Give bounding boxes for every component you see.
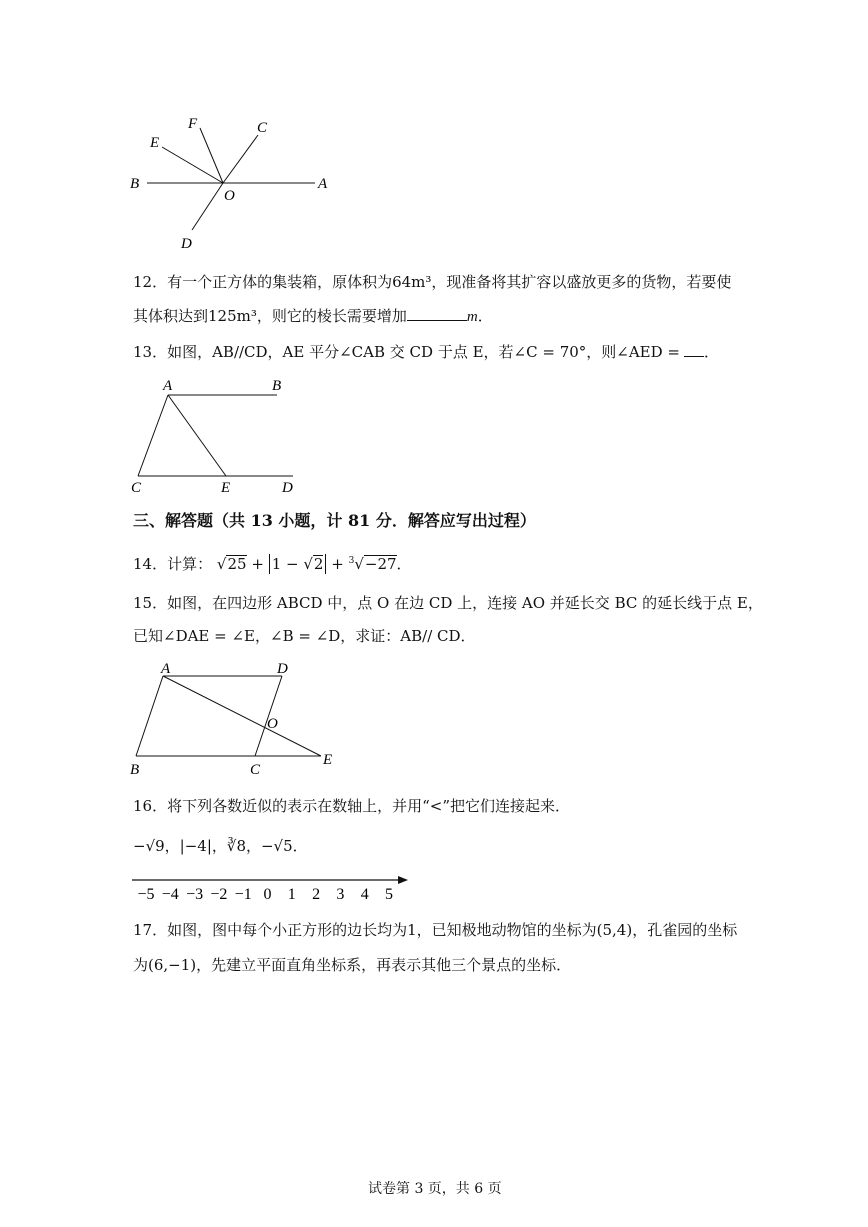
q17-number: 17． — [133, 921, 168, 939]
label-d: D — [277, 661, 288, 677]
q13-line — [133, 342, 719, 362]
section-heading: 三、解答题（共 13 小题，计 81 分．解答应写出过程） — [133, 511, 536, 530]
ray-oc — [223, 135, 258, 183]
ray-oe — [162, 147, 223, 183]
page-footer: 试卷第 3 页，共 6 页 — [368, 1181, 502, 1197]
tick-label: −2 — [210, 886, 228, 903]
ray-od — [192, 183, 223, 230]
q15-line2: 已知∠DAE = ∠E，∠B = ∠D，求证：AB// CD． — [133, 627, 476, 645]
label-c: C — [250, 762, 261, 778]
label-d: D — [282, 480, 293, 495]
label-o: O — [224, 188, 235, 204]
q17-line1 — [133, 920, 737, 940]
tick-label: 0 — [263, 886, 272, 903]
q15-number: 15． — [133, 594, 168, 612]
label-e: E — [221, 480, 231, 495]
label-c: C — [257, 120, 268, 136]
q13-period: ． — [704, 343, 720, 361]
q16-numbers: −√9，|−4|，∛8，−√5． — [133, 837, 308, 855]
tick-group — [137, 886, 393, 903]
q12-text-line1: 有一个正方体的集装箱，原体积为64m³，现准备将其扩容以盛放更多的货物，若要使 — [167, 273, 732, 291]
q13-number: 13． — [133, 343, 168, 361]
q14-period: ． — [396, 555, 412, 573]
label-b: B — [130, 176, 140, 192]
label-e: E — [150, 135, 160, 151]
number-line — [128, 868, 418, 908]
figure-q13 — [125, 375, 305, 495]
tick-label: 3 — [336, 886, 345, 903]
label-e: E — [323, 752, 333, 768]
axis-arrow-icon — [398, 876, 408, 884]
label-o: O — [267, 716, 278, 732]
q12-number: 12． — [133, 273, 168, 291]
tick-label: 2 — [312, 886, 321, 903]
q13-answer-blank[interactable] — [684, 342, 704, 357]
segment-ae — [163, 676, 321, 756]
q16-number: 16． — [133, 797, 168, 815]
tick-label: 5 — [385, 886, 393, 903]
label-b: B — [272, 378, 282, 394]
tick-label: 4 — [360, 886, 369, 903]
cube-inner: −27 — [364, 555, 397, 573]
cube-root: $^3$√−27 — [348, 555, 397, 573]
q14-line — [133, 551, 412, 574]
label-c: C — [131, 480, 142, 495]
label-d: D — [181, 236, 192, 252]
abs-expression: 1 − √2 — [269, 554, 327, 574]
figure-rays — [120, 110, 340, 255]
q12-answer-blank[interactable] — [407, 306, 467, 321]
q17-line2: 为(6,−1)，先建立平面直角坐标系，再表示其他三个景点的坐标． — [133, 956, 572, 974]
q14-plus-2: + — [331, 555, 344, 573]
tick-label: −5 — [137, 886, 155, 903]
q17-text-line1: 如图，图中每个小正方形的边长均为1，已知极地动物馆的坐标为(5,4)，孔雀园的坐标 — [167, 921, 738, 939]
label-a: A — [318, 176, 328, 192]
q14-prefix: 计算： — [167, 555, 213, 573]
q14-number: 14． — [133, 555, 168, 573]
q12-line2 — [133, 306, 493, 327]
segment-ac — [138, 395, 168, 476]
tick-label: 1 — [287, 886, 296, 903]
segment-ab — [136, 676, 163, 756]
figure-q15 — [125, 658, 345, 780]
q14-plus-1: + — [251, 555, 264, 573]
ray-of — [200, 128, 223, 183]
tick-label: −3 — [186, 886, 204, 903]
q15-text-line1: 如图，在四边形 ABCD 中，点 O 在边 CD 上，连接 AO 并延长交 BC 的延长线于点 E， — [167, 594, 763, 612]
label-a: A — [163, 378, 173, 394]
tick-label: −1 — [234, 886, 252, 903]
q12-period: ． — [477, 307, 493, 325]
q16-line1 — [133, 796, 570, 816]
tick-label: −4 — [161, 886, 179, 903]
q12-text-line2: 其体积达到125m³，则它的棱长需要增加 — [133, 307, 407, 325]
abs-inner-a: 1 − — [271, 555, 304, 573]
label-f: F — [188, 116, 198, 132]
q15-line1 — [133, 593, 763, 613]
q13-text: 如图，AB//CD，AE 平分∠CAB 交 CD 于点 E，若∠C = 70°，则∠AED = — [167, 343, 680, 361]
q12-line1 — [133, 272, 731, 292]
segment-ae — [168, 395, 226, 476]
q12-unit: m — [466, 309, 478, 325]
label-b: B — [130, 762, 140, 778]
sqrt-25: √25 — [216, 555, 247, 573]
q16-text: 将下列各数近似的表示在数轴上，并用“<”把它们连接起来． — [167, 797, 571, 815]
cube-index: 3 — [348, 556, 355, 566]
abs-inner-b: 2 — [313, 555, 324, 573]
label-a: A — [161, 661, 171, 677]
